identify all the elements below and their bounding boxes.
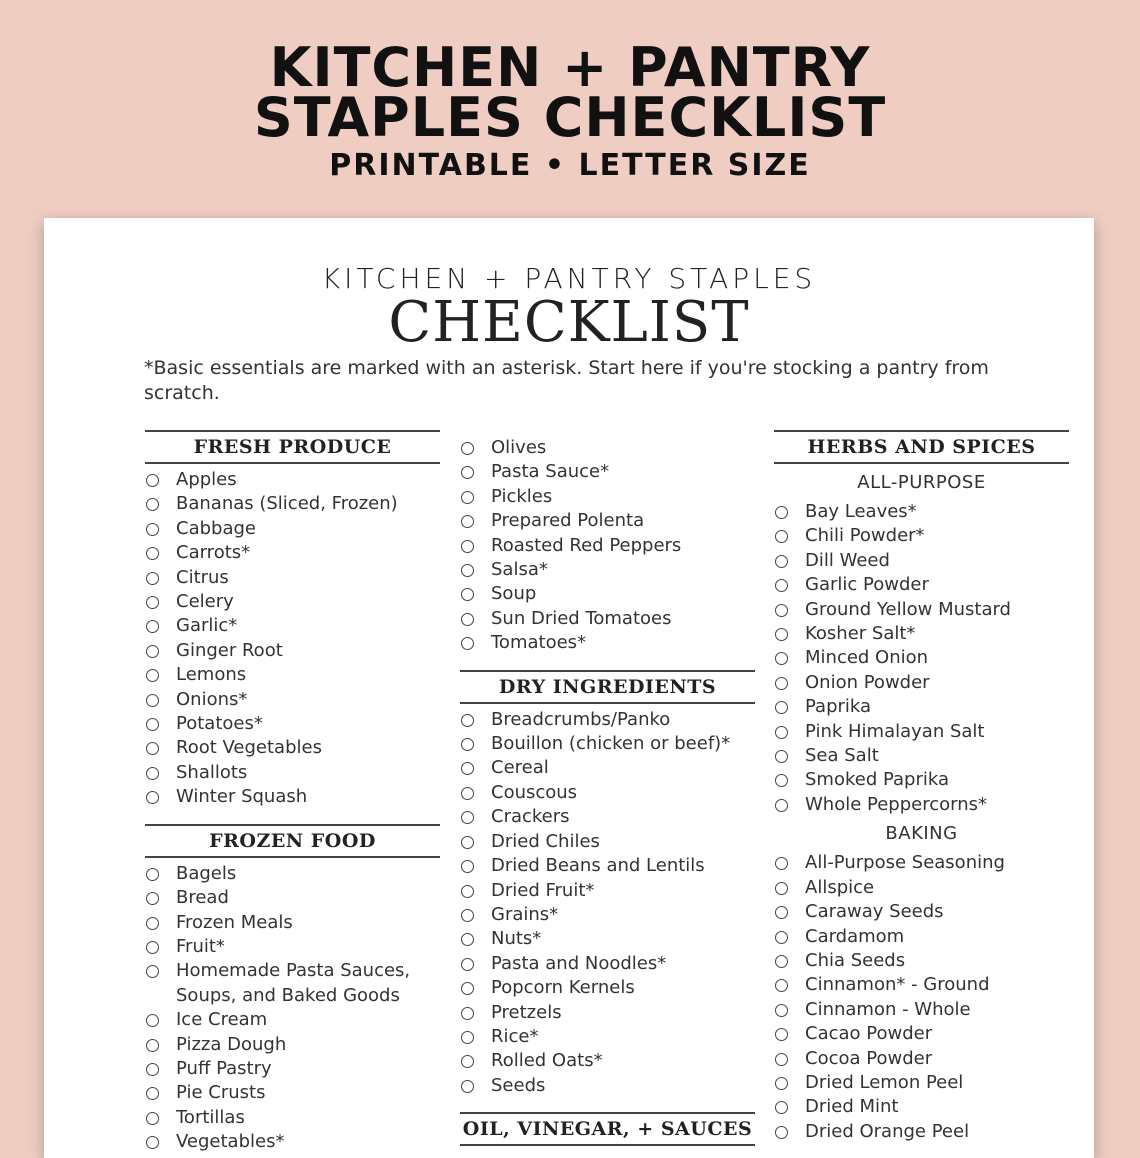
checkbox-circle-icon[interactable]	[775, 979, 788, 992]
checklist-item[interactable]	[145, 911, 440, 935]
checklist-item[interactable]	[145, 785, 440, 809]
checkbox-circle-icon[interactable]	[461, 860, 474, 873]
checkbox-circle-icon[interactable]	[461, 540, 474, 553]
checkbox-circle-icon[interactable]	[775, 799, 788, 812]
checklist-item-label: Garlic Powder	[805, 574, 929, 596]
checkbox-circle-icon[interactable]	[461, 885, 474, 898]
checklist-item[interactable]	[774, 876, 1069, 900]
checklist-item[interactable]	[774, 1095, 1069, 1119]
checklist-item-label: Ice Cream	[176, 1009, 268, 1031]
checkbox-circle-icon[interactable]	[461, 811, 474, 824]
checklist-item-label: Whole Peppercorns*	[805, 793, 988, 815]
checklist-item-label: Cereal	[491, 757, 549, 779]
checklist-item[interactable]	[774, 524, 1069, 548]
checkbox-circle-icon[interactable]	[146, 498, 159, 511]
checkbox-circle-icon[interactable]	[461, 1007, 474, 1020]
checklist-item-label: Bagels	[176, 862, 237, 884]
checkbox-circle-icon[interactable]	[461, 491, 474, 504]
checklist-item-label: Salsa*	[491, 559, 548, 581]
checkbox-circle-icon[interactable]	[461, 515, 474, 528]
checklist-item[interactable]	[145, 1081, 440, 1105]
checkbox-circle-icon[interactable]	[775, 882, 788, 895]
checklist-item[interactable]	[774, 1120, 1069, 1144]
checkbox-circle-icon[interactable]	[775, 1053, 788, 1066]
sheet-heading-small: KITCHEN + PANTRY STAPLES	[321, 262, 817, 295]
checkbox-circle-icon[interactable]	[146, 1063, 159, 1076]
checklist-item-label: Onions*	[176, 688, 248, 710]
sheet-heading-large: CHECKLIST	[388, 290, 750, 355]
checklist-item[interactable]	[774, 671, 1069, 695]
checkbox-circle-icon[interactable]	[146, 547, 159, 560]
checklist-item[interactable]	[774, 1071, 1069, 1095]
checklist-item[interactable]	[460, 534, 755, 558]
checklist-item-label: Soup	[491, 583, 537, 605]
checklist-item-label: Citrus	[176, 566, 229, 588]
checklist-item-label: Bread	[176, 887, 229, 909]
section-heading: FROZEN FOOD	[145, 824, 440, 858]
checklist-item[interactable]	[460, 1074, 755, 1098]
checklist-item-label: Frozen Meals	[176, 911, 293, 933]
checkbox-circle-icon[interactable]	[775, 555, 788, 568]
checkbox-circle-icon[interactable]	[146, 767, 159, 780]
checklist-item[interactable]	[460, 976, 755, 1000]
checklist-item[interactable]	[460, 607, 755, 631]
checkbox-circle-icon[interactable]	[775, 955, 788, 968]
checkbox-circle-icon[interactable]	[775, 652, 788, 665]
checkbox-circle-icon[interactable]	[461, 836, 474, 849]
checkbox-circle-icon[interactable]	[146, 596, 159, 609]
checklist-item-label: Prepared Polenta	[491, 510, 645, 532]
checklist-item-label: Cabbage	[176, 517, 256, 539]
checkbox-circle-icon[interactable]	[146, 645, 159, 658]
checkbox-circle-icon[interactable]	[461, 1055, 474, 1068]
checklist-item-label: Seeds	[491, 1074, 546, 1096]
sheet-note: *Basic essentials are marked with an asterisk. Start here if you're stocking a pantry from scratch.	[144, 357, 989, 404]
checkbox-circle-icon[interactable]	[461, 762, 474, 775]
checklist-item[interactable]	[460, 582, 755, 606]
column-2	[460, 436, 755, 1150]
checklist-item-label: Cacao Powder	[805, 1023, 933, 1045]
checklist-item[interactable]	[145, 1130, 440, 1154]
checklist-item-label: Carrots*	[176, 542, 251, 564]
checkbox-circle-icon[interactable]	[461, 564, 474, 577]
checkbox-circle-icon[interactable]	[146, 523, 159, 536]
checkbox-circle-icon[interactable]	[775, 1077, 788, 1090]
checkbox-circle-icon[interactable]	[775, 579, 788, 592]
checklist-item[interactable]	[774, 768, 1069, 792]
checklist-item-label: Paprika	[805, 696, 872, 718]
checklist-item-label: Nuts*	[491, 928, 542, 950]
checklist-item[interactable]	[145, 1106, 440, 1130]
checklist-item-label: Chia Seeds	[805, 949, 906, 971]
checklist-item-label: Chili Powder*	[805, 525, 925, 547]
checkbox-circle-icon[interactable]	[146, 1087, 159, 1100]
checklist-item-label: Minced Onion	[805, 647, 929, 669]
checklist-item-label: Bay Leaves*	[805, 501, 917, 522]
checklist-item-label: Homemade Pasta Sauces, Soups, and Baked Goods	[176, 960, 411, 1006]
checklist-item[interactable]	[774, 646, 1069, 670]
checklist-item[interactable]	[774, 598, 1069, 622]
checkbox-circle-icon[interactable]	[146, 941, 159, 954]
checklist-item[interactable]	[460, 927, 755, 951]
checklist-sheet	[44, 218, 1094, 1158]
checklist-item-label: Cinnamon - Whole	[805, 998, 971, 1020]
checklist-item-label: Apples	[176, 469, 237, 490]
checkbox-circle-icon[interactable]	[775, 750, 788, 763]
checkbox-circle-icon[interactable]	[146, 965, 159, 978]
checklist-item-label: Dried Lemon Peel	[805, 1071, 964, 1093]
checklist-item-label: Vegetables*	[176, 1131, 285, 1153]
banner-subtitle: PRINTABLE • LETTER SIZE	[329, 148, 811, 183]
checkbox-circle-icon[interactable]	[775, 506, 788, 519]
checkbox-circle-icon[interactable]	[461, 982, 474, 995]
checklist-item-label: Dried Orange Peel	[805, 1120, 970, 1142]
checklist-item-label: Dried Beans and Lentils	[491, 855, 705, 877]
checklist-item[interactable]	[460, 1049, 755, 1073]
column-1	[145, 430, 440, 1155]
checklist-item[interactable]	[145, 935, 440, 959]
checkbox-circle-icon[interactable]	[146, 868, 159, 881]
checklist-item[interactable]	[774, 793, 1069, 817]
checkbox-circle-icon[interactable]	[146, 1039, 159, 1052]
checklist-item-label: Potatoes*	[176, 713, 263, 735]
checkbox-circle-icon[interactable]	[775, 604, 788, 617]
section-heading: FRESH PRODUCE	[145, 430, 440, 464]
checklist-item-label: Grains*	[491, 903, 559, 925]
checkbox-circle-icon[interactable]	[461, 933, 474, 946]
checkbox-circle-icon[interactable]	[775, 726, 788, 739]
checklist-item-label: Caraway Seeds	[805, 901, 944, 923]
checklist-item[interactable]	[145, 492, 440, 516]
checklist-item-label: Smoked Paprika	[805, 769, 950, 791]
checklist-item-label: Dried Fruit*	[491, 879, 595, 901]
checklist-item[interactable]	[774, 925, 1069, 949]
checkbox-circle-icon[interactable]	[461, 442, 474, 455]
checkbox-circle-icon[interactable]	[775, 1126, 788, 1139]
checklist-item[interactable]	[145, 1057, 440, 1081]
checklist-item-label: Pretzels	[491, 1001, 562, 1023]
checklist-item[interactable]	[145, 468, 440, 492]
checklist-item[interactable]	[460, 460, 755, 484]
checkbox-circle-icon[interactable]	[775, 628, 788, 641]
checklist-item[interactable]	[774, 744, 1069, 768]
checklist-item-label: Couscous	[491, 781, 578, 803]
checkbox-circle-icon[interactable]	[775, 857, 788, 870]
checklist-item-label: Olives	[491, 437, 547, 458]
section-heading: HERBS AND SPICES	[774, 430, 1069, 464]
checklist-item-label: Pink Himalayan Salt	[805, 720, 985, 742]
checkbox-circle-icon[interactable]	[461, 909, 474, 922]
checkbox-circle-icon[interactable]	[146, 1112, 159, 1125]
checklist-item[interactable]	[460, 830, 755, 854]
checklist-item-label: Crackers	[491, 806, 570, 828]
checklist-item[interactable]	[460, 952, 755, 976]
checkbox-circle-icon[interactable]	[146, 791, 159, 804]
checklist-item-label: Sun Dried Tomatoes	[491, 607, 672, 629]
checkbox-circle-icon[interactable]	[461, 787, 474, 800]
checkbox-circle-icon[interactable]	[461, 714, 474, 727]
checkbox-circle-icon[interactable]	[775, 906, 788, 919]
checkbox-circle-icon[interactable]	[146, 572, 159, 585]
checklist-item[interactable]	[774, 695, 1069, 719]
checklist-item[interactable]	[774, 622, 1069, 646]
checklist-item[interactable]	[774, 998, 1069, 1022]
checklist-item-label: Celery	[176, 591, 234, 613]
checklist-item-label: Bouillon (chicken or beef)*	[491, 733, 731, 755]
checklist-item[interactable]	[145, 688, 440, 712]
checklist-item[interactable]	[460, 781, 755, 805]
checklist-item[interactable]	[774, 500, 1069, 524]
checklist-item-label: Lemons	[176, 664, 247, 686]
checkbox-circle-icon[interactable]	[775, 530, 788, 543]
checklist-item[interactable]	[460, 436, 755, 460]
checklist-item[interactable]	[145, 736, 440, 760]
checklist-item[interactable]	[145, 566, 440, 590]
checkbox-circle-icon[interactable]	[461, 738, 474, 751]
checklist-item[interactable]	[145, 517, 440, 541]
section-heading: OIL, VINEGAR, + SAUCES	[460, 1112, 755, 1146]
checklist-item[interactable]	[145, 959, 440, 1008]
checkbox-circle-icon[interactable]	[146, 917, 159, 930]
checkbox-circle-icon[interactable]	[775, 1101, 788, 1114]
checklist-item-label: Tomatoes*	[491, 632, 587, 654]
checkbox-circle-icon[interactable]	[461, 1080, 474, 1093]
checklist-item[interactable]	[774, 1022, 1069, 1046]
checkbox-circle-icon[interactable]	[775, 701, 788, 714]
checklist-item[interactable]	[774, 949, 1069, 973]
subsection-heading: ALL-PURPOSE	[857, 472, 986, 493]
checkbox-circle-icon[interactable]	[461, 958, 474, 971]
checklist-item-label: Onion Powder	[805, 671, 930, 693]
checklist-item-label: Pizza Dough	[176, 1033, 287, 1055]
checklist-item[interactable]	[145, 1033, 440, 1057]
checklist-item[interactable]	[145, 712, 440, 736]
checklist-item[interactable]	[145, 761, 440, 785]
checklist-item-label: Popcorn Kernels	[491, 977, 635, 999]
checklist-item[interactable]	[145, 1008, 440, 1032]
checklist-item[interactable]	[145, 639, 440, 663]
checkbox-circle-icon[interactable]	[775, 774, 788, 787]
checklist-item-label: Ginger Root	[176, 639, 283, 661]
checkbox-circle-icon[interactable]	[775, 677, 788, 690]
checklist-item-label: Roasted Red Peppers	[491, 534, 682, 556]
checkbox-circle-icon[interactable]	[461, 466, 474, 479]
checklist-item-label: Dried Mint	[805, 1096, 899, 1118]
banner-title-line1: KITCHEN + PANTRY	[269, 36, 871, 99]
checkbox-circle-icon[interactable]	[461, 1031, 474, 1044]
section-heading: DRY INGREDIENTS	[460, 670, 755, 704]
checkbox-circle-icon[interactable]	[775, 1004, 788, 1017]
checklist-item-label: All-Purpose Seasoning	[805, 852, 1005, 874]
checklist-item[interactable]	[460, 854, 755, 878]
checklist-item[interactable]	[145, 590, 440, 614]
checklist-item-label: Cinnamon* - Ground	[805, 974, 990, 996]
checkbox-circle-icon[interactable]	[146, 892, 159, 905]
checklist-item-label: Rice*	[491, 1025, 539, 1047]
checklist-item-label: Puff Pastry	[176, 1057, 272, 1079]
checklist-item-label: Tortillas	[176, 1106, 245, 1128]
checkbox-circle-icon[interactable]	[461, 637, 474, 650]
checklist-item-label: Cocoa Powder	[805, 1047, 933, 1069]
checkbox-circle-icon[interactable]	[146, 669, 159, 682]
checklist-item[interactable]	[460, 1025, 755, 1049]
checklist-item-label: Root Vegetables	[176, 737, 322, 759]
checklist-item[interactable]	[774, 851, 1069, 875]
checkbox-circle-icon[interactable]	[146, 694, 159, 707]
checklist-item-label: Pie Crusts	[176, 1082, 266, 1104]
checklist-item[interactable]	[774, 720, 1069, 744]
checklist-item[interactable]	[460, 756, 755, 780]
checkbox-circle-icon[interactable]	[146, 474, 159, 487]
checklist-item[interactable]	[460, 631, 755, 655]
column-3	[774, 430, 1069, 1144]
checklist-item[interactable]	[460, 732, 755, 756]
checklist-item-label: Pasta Sauce*	[491, 461, 610, 483]
checkbox-circle-icon[interactable]	[146, 1014, 159, 1027]
checklist-item[interactable]	[774, 573, 1069, 597]
checklist-item[interactable]	[460, 708, 755, 732]
checkbox-circle-icon[interactable]	[775, 931, 788, 944]
checklist-item-label: Rolled Oats*	[491, 1050, 603, 1072]
checklist-item[interactable]	[460, 509, 755, 533]
checklist-item[interactable]	[460, 558, 755, 582]
checklist-item-label: Fruit*	[176, 935, 225, 957]
checklist-item[interactable]	[145, 862, 440, 886]
checkbox-circle-icon[interactable]	[146, 1136, 159, 1149]
checkbox-circle-icon[interactable]	[461, 588, 474, 601]
checklist-item[interactable]	[460, 485, 755, 509]
checklist-item-label: Kosher Salt*	[805, 623, 916, 645]
checklist-item-label: Sea Salt	[805, 745, 879, 767]
checkbox-circle-icon[interactable]	[146, 742, 159, 755]
checklist-item-label: Cardamom	[805, 925, 905, 947]
checklist-item-label: Garlic*	[176, 615, 238, 637]
checkbox-circle-icon[interactable]	[146, 620, 159, 633]
checklist-item-label: Breadcrumbs/Panko	[491, 708, 671, 730]
checkbox-circle-icon[interactable]	[146, 718, 159, 731]
checklist-item[interactable]	[460, 805, 755, 829]
checklist-item-label: Pasta and Noodles*	[491, 952, 667, 974]
checklist-item-label: Dill Weed	[805, 549, 890, 571]
checklist-item-label: Ground Yellow Mustard	[805, 598, 1011, 620]
checklist-item[interactable]	[460, 1001, 755, 1025]
banner-title-line2: STAPLES CHECKLIST	[253, 86, 887, 149]
checklist-item[interactable]	[460, 879, 755, 903]
checklist-item-label: Allspice	[805, 876, 875, 898]
checklist-item-label: Shallots	[176, 761, 248, 783]
checkbox-circle-icon[interactable]	[461, 613, 474, 626]
checklist-item-label: Dried Chiles	[491, 830, 600, 852]
checklist-item[interactable]	[774, 973, 1069, 997]
checklist-item[interactable]	[145, 886, 440, 910]
checkbox-circle-icon[interactable]	[775, 1028, 788, 1041]
checklist-item-label: Bananas (Sliced, Frozen)	[176, 493, 398, 515]
checklist-item[interactable]	[145, 614, 440, 638]
checklist-item[interactable]	[145, 663, 440, 687]
checklist-item-label: Winter Squash	[176, 786, 308, 808]
checklist-item[interactable]	[145, 541, 440, 565]
checklist-item-label: Pickles	[491, 485, 553, 507]
checklist-item[interactable]	[774, 549, 1069, 573]
checklist-item[interactable]	[774, 900, 1069, 924]
subsection-heading: BAKING	[885, 823, 958, 845]
checklist-item[interactable]	[774, 1047, 1069, 1071]
checklist-item[interactable]	[460, 903, 755, 927]
